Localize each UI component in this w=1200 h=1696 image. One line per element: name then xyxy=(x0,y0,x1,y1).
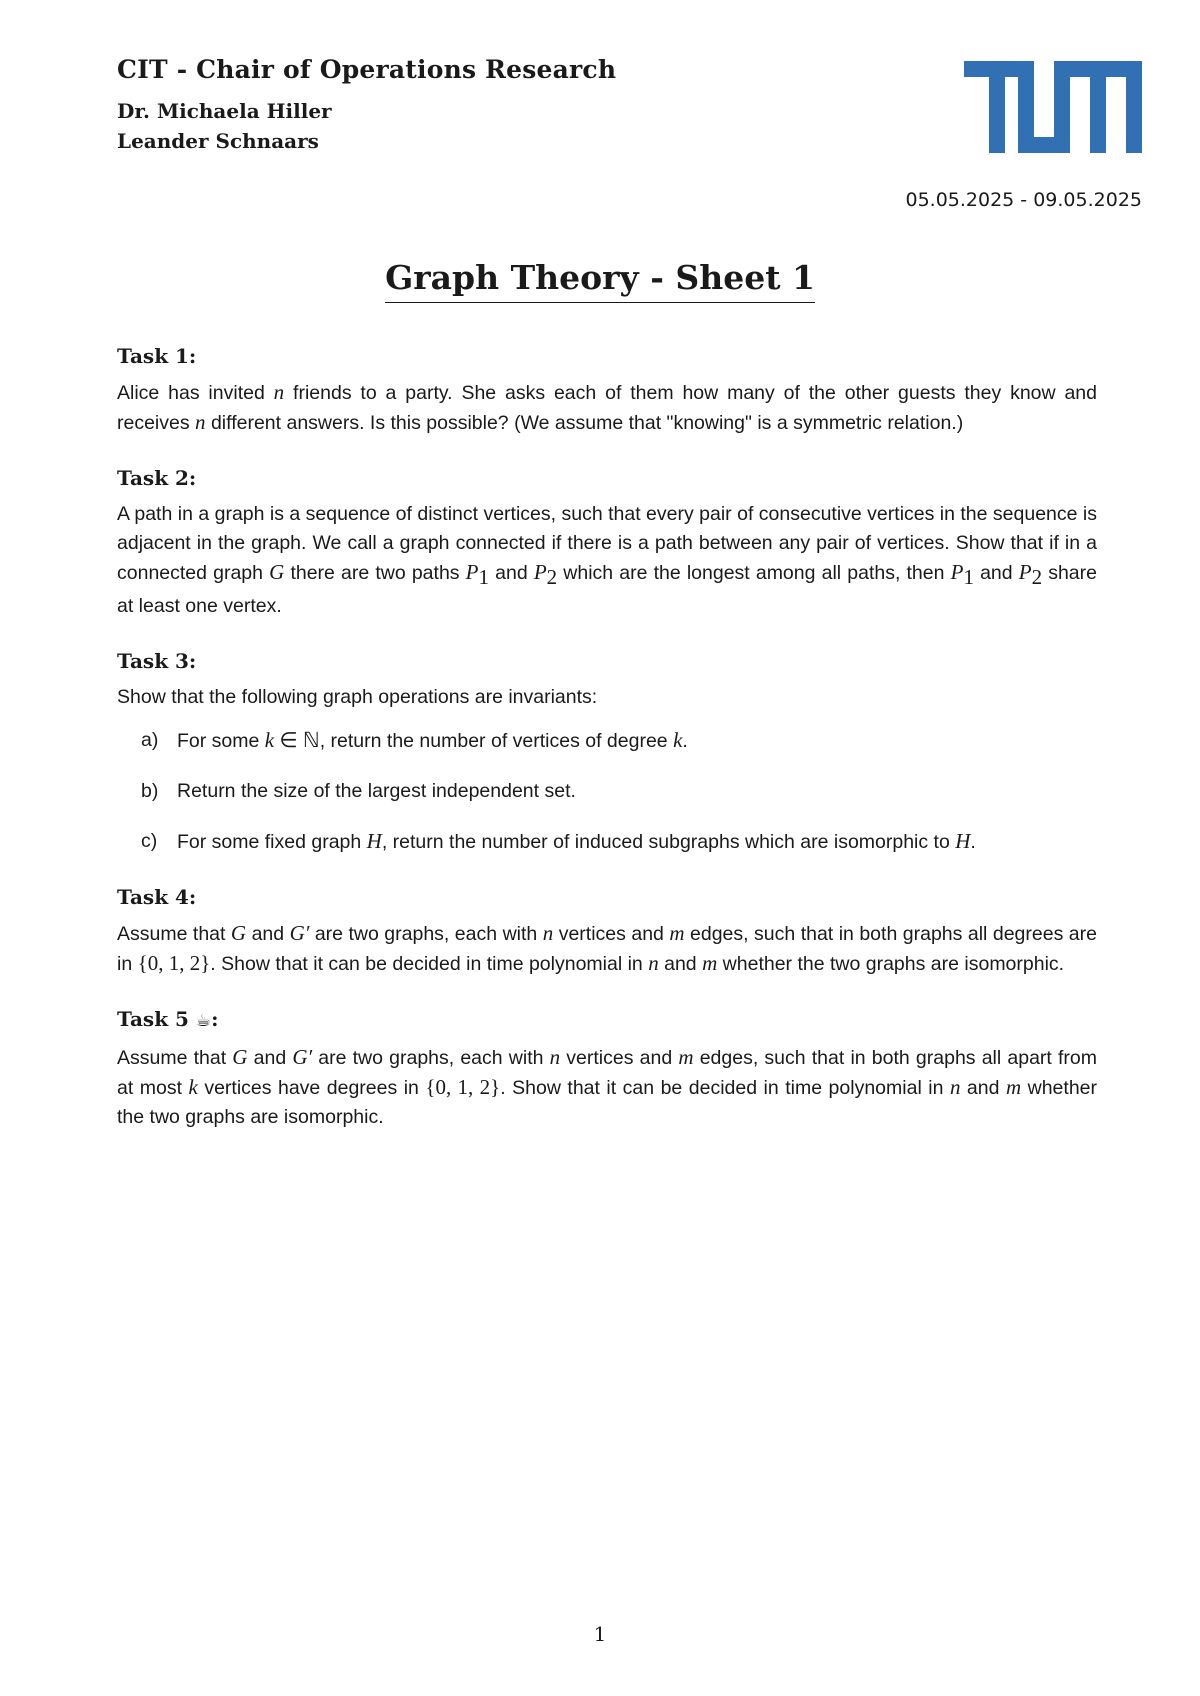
author-name: Dr. Michaela Hiller xyxy=(117,99,332,123)
subtask-label: a) xyxy=(141,728,159,751)
task-intro: Show that the following graph operations are invariants: xyxy=(117,685,598,708)
task-2 xyxy=(117,460,1097,621)
task-3 xyxy=(117,643,1097,857)
task-heading: Task 2: xyxy=(117,466,197,490)
header-block xyxy=(117,55,616,156)
coffee-icon: ☕ xyxy=(195,1010,212,1031)
subtask-item: a) For some k ∈ ℕ, return the number of vertices of degree k. xyxy=(117,726,1097,756)
subtask-item: b) Return the size of the largest independent set. xyxy=(117,777,1097,806)
task-text: Assume that G and G′ are two graphs, each with n vertices and m edges, such that in both graphs all degrees are in {0, 1, 2}. Show that it can be decided in time polynomial in n and m whether the two graphs are isomorphic. xyxy=(117,920,1097,975)
page-number: 1 xyxy=(593,1622,607,1646)
task-text: Alice has invited n friends to a party. She asks each of them how many of the other guests they know and receives n different answers. Is this possible? (We assume that "knowing" is a symmetric relation.) xyxy=(117,380,1098,434)
author-name: Leander Schnaars xyxy=(117,129,319,153)
institution-name: CIT - Chair of Operations Research xyxy=(117,55,617,84)
task-5 xyxy=(117,1001,1097,1132)
task-heading: Task 3: xyxy=(117,648,197,673)
task-heading: Task 1: xyxy=(117,344,197,368)
subtask-item: c) For some fixed graph H, return the number of induced subgraphs which are isomorphic to H. xyxy=(117,827,1097,857)
page-title: Graph Theory - Sheet 1 xyxy=(385,258,815,303)
task-heading: Task 4: xyxy=(117,884,197,909)
task-heading: Task 5 ☕: xyxy=(117,1006,219,1031)
task-4 xyxy=(117,879,1097,979)
tum-logo xyxy=(964,61,1142,153)
subtask-label: b) xyxy=(141,779,159,802)
task-list xyxy=(117,338,1097,1154)
task-text: Assume that G and G′ are two graphs, each with n vertices and m edges, such that in both graphs all apart from at most k vertices have degrees in {0, 1, 2}. Show that it can be decided in time polynomial in n and m whether the two graphs are isomorphic. xyxy=(117,1044,1098,1128)
date-range: 05.05.2025 - 09.05.2025 xyxy=(905,189,1142,211)
subtask-label: c) xyxy=(141,829,158,852)
tum-logo-shape xyxy=(964,61,1142,153)
task-1 xyxy=(117,338,1097,438)
subtask-list xyxy=(117,726,1097,857)
task-text: A path in a graph is a sequence of distinct vertices, such that every pair of consecutive vertices in the sequence is adjacent in the graph. We call a graph connected if there is a path between any pair of vertices. Show that if in a connected graph G there are two paths $P_1$ and $P_2$ which are the longest among all paths, then $P_1$ and $P_2$ share at least one vertex. xyxy=(117,503,1097,617)
